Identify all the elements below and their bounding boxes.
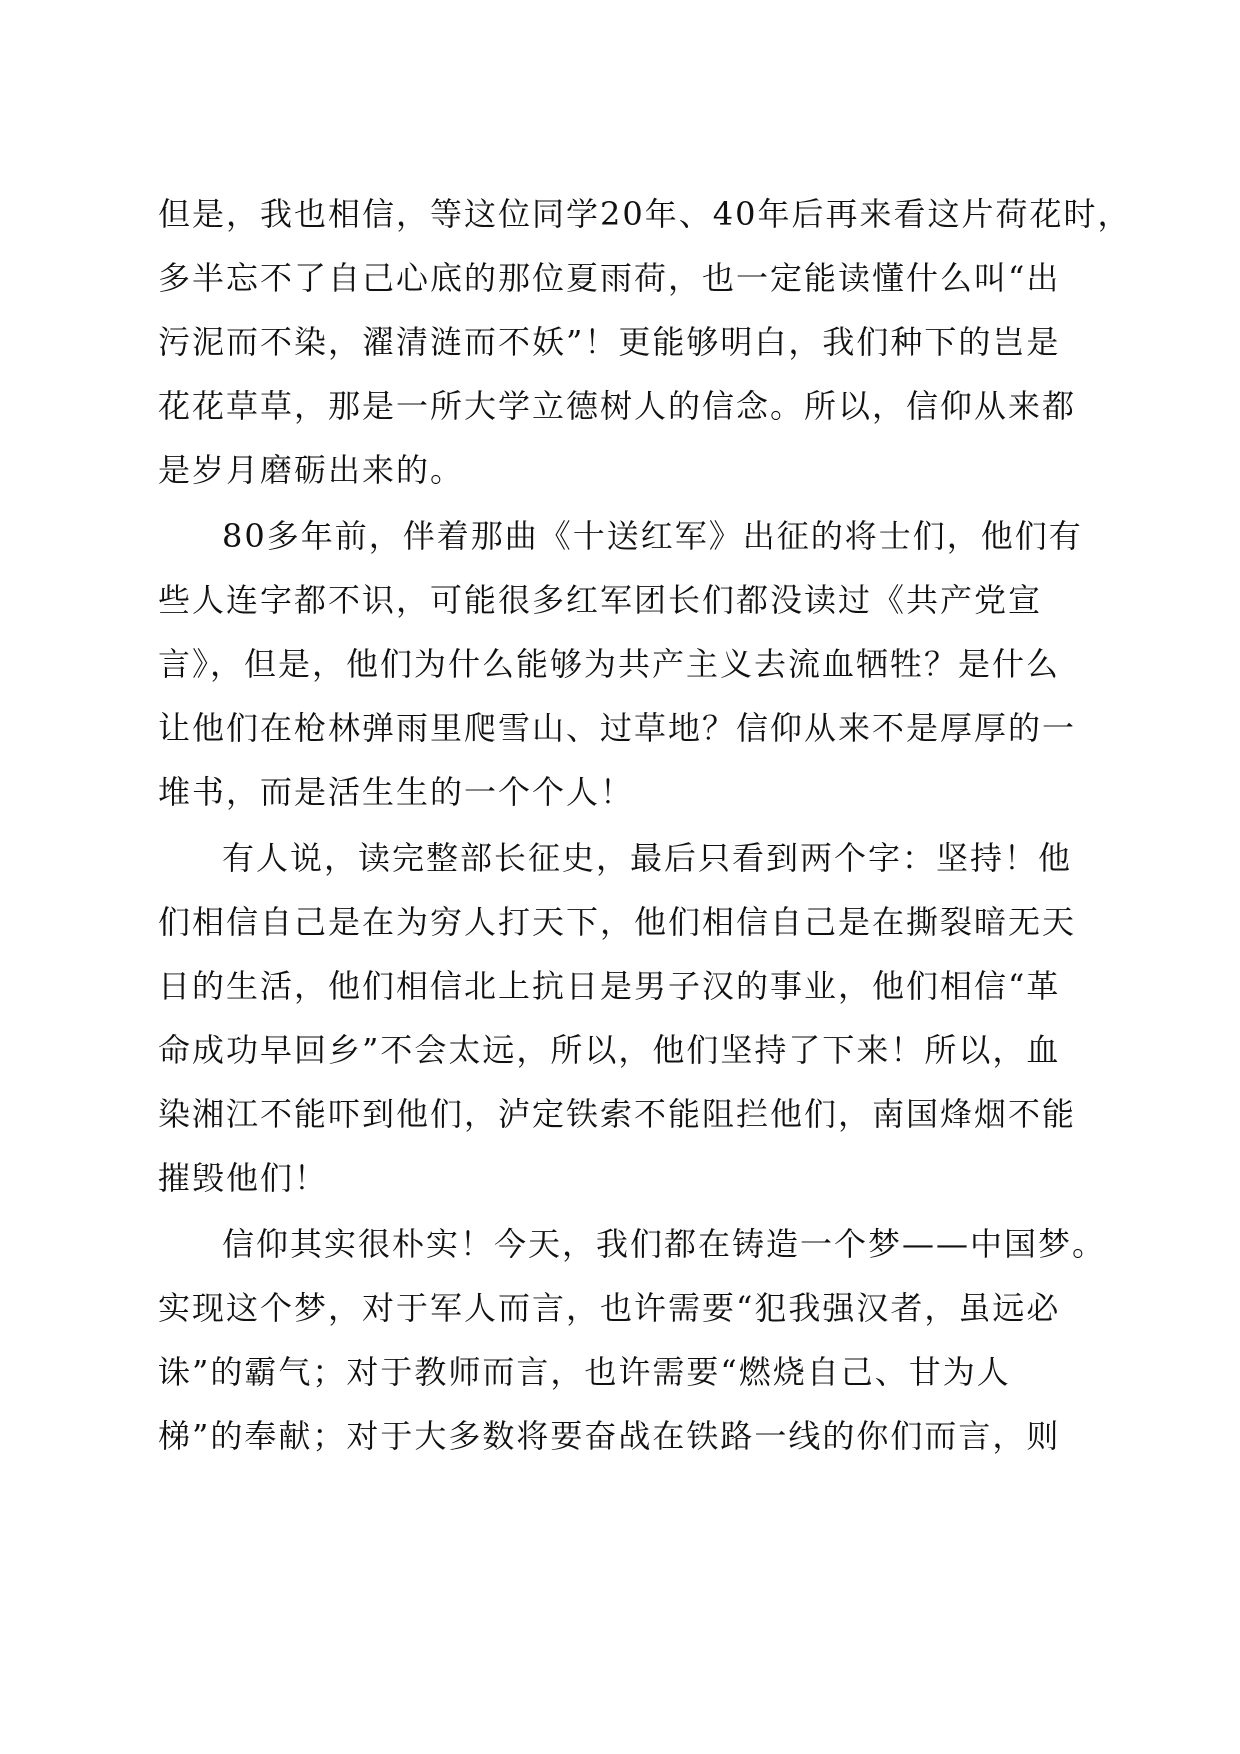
text-line: 让他们在枪林弹雨里爬雪山、过草地？信仰从来不是厚厚的一 <box>158 709 1077 747</box>
paragraph-4 <box>158 1212 1107 1468</box>
text-line: 摧毁他们！ <box>158 1159 329 1197</box>
text-line: 80多年前，伴着那曲《十送红军》出征的将士们，他们有 <box>222 517 1083 555</box>
text-line: 命成功早回乡”不会太远，所以，他们坚持了下来！所以，血 <box>158 1031 1061 1069</box>
text-line: 实现这个梦，对于军人而言，也许需要“犯我强汉者，虽远必 <box>158 1289 1061 1327</box>
text-line: 是岁月磨砺出来的。 <box>158 451 465 489</box>
text-line: 梯”的奉献；对于大多数将要奋战在铁路一线的你们而言，则 <box>158 1417 1061 1455</box>
body-text <box>158 182 1132 1468</box>
text-line: 日的生活，他们相信北上抗日是男子汉的事业，他们相信“革 <box>158 967 1061 1005</box>
text-line: 信仰其实很朴实！今天，我们都在铸造一个梦——中国梦。 <box>222 1225 1107 1263</box>
text-line: 们相信自己是在为穷人打天下，他们相信自己是在撕裂暗无天 <box>158 903 1077 941</box>
text-line: 多半忘不了自己心底的那位夏雨荷，也一定能读懂什么叫“出 <box>158 259 1061 297</box>
text-line: 但是，我也相信，等这位同学20年、40年后再来看这片荷花时， <box>158 195 1132 233</box>
text-line: 堆书，而是活生生的一个个人！ <box>158 773 635 811</box>
text-line: 染湘江不能吓到他们，泸定铁索不能阻拦他们，南国烽烟不能 <box>158 1095 1077 1133</box>
paragraph-3 <box>158 826 1098 1210</box>
text-line: 污泥而不染，濯清涟而不妖”！更能够明白，我们种下的岂是 <box>158 323 1061 361</box>
paragraph-1 <box>158 182 1132 502</box>
text-line: 花花草草，那是一所大学立德树人的信念。所以，信仰从来都 <box>158 387 1077 425</box>
text-line: 些人连字都不识，可能很多红军团长们都没读过《共产党宣 <box>158 581 1043 619</box>
text-line: 言》，但是，他们为什么能够为共产主义去流血牺牲？是什么 <box>158 645 1061 683</box>
paragraph-2 <box>158 504 1098 824</box>
text-line: 有人说，读完整部长征史，最后只看到两个字：坚持！他 <box>222 839 1073 877</box>
text-line: 诛”的霸气；对于教师而言，也许需要“燃烧自己、甘为人 <box>158 1353 1011 1391</box>
